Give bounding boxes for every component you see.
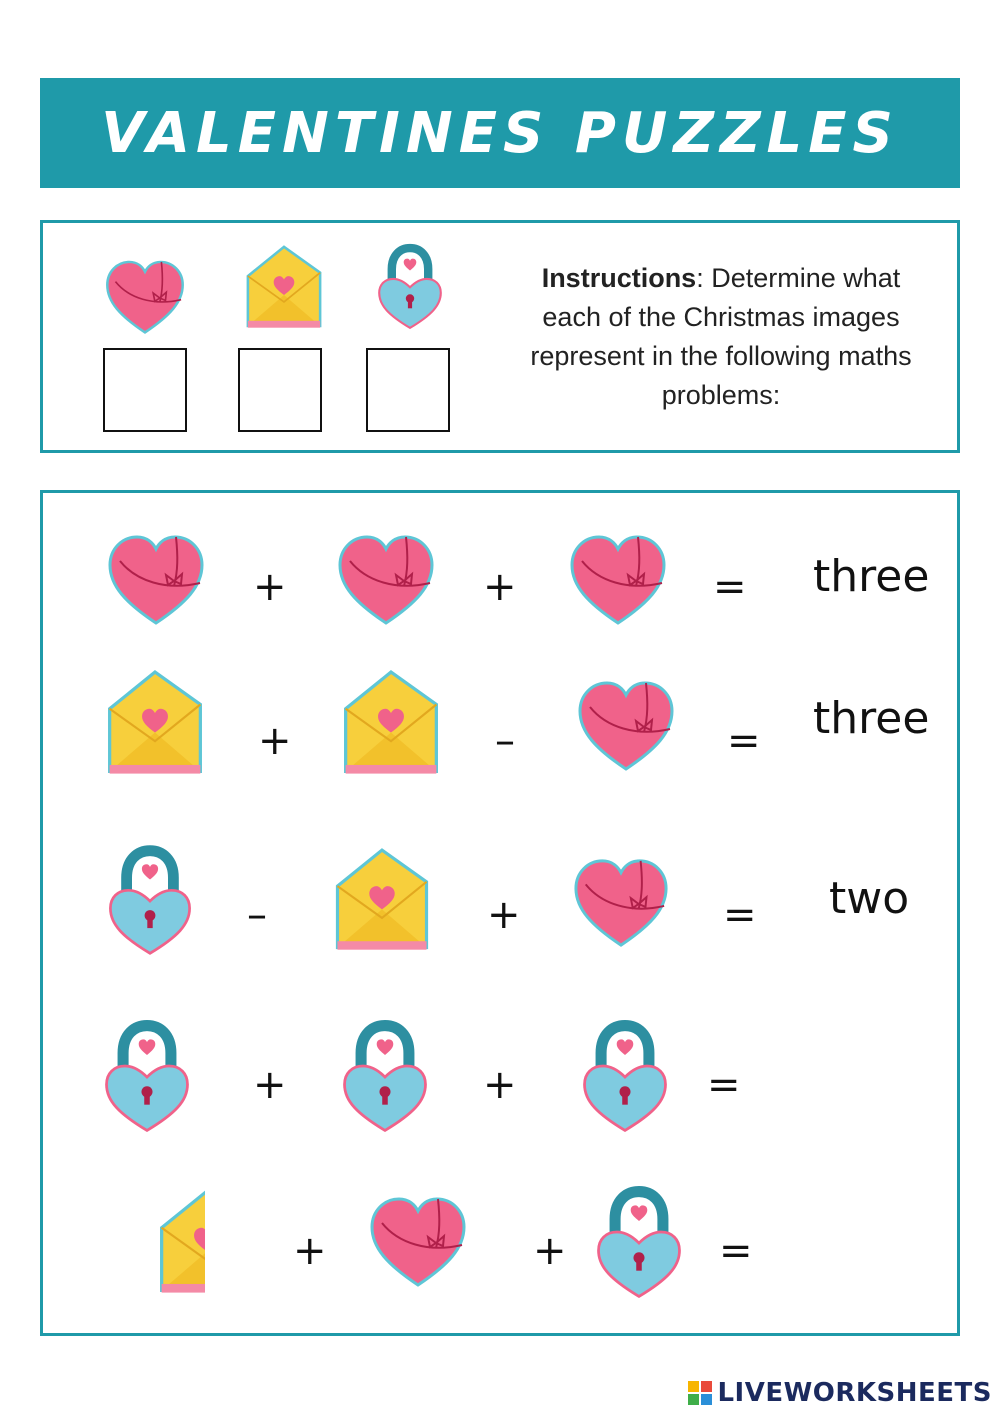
operator: + xyxy=(533,1228,567,1274)
heart-icon xyxy=(101,257,189,339)
operator: + xyxy=(253,564,287,610)
operator: + xyxy=(258,718,292,764)
title-banner xyxy=(40,78,960,188)
heart-icon xyxy=(365,1193,471,1293)
answer-box-padlock[interactable] xyxy=(366,348,450,432)
envelope-icon xyxy=(337,665,445,785)
padlock-icon xyxy=(375,241,445,335)
envelope-icon xyxy=(101,665,209,785)
puzzle-row xyxy=(43,525,957,645)
instructions xyxy=(521,259,921,415)
heart-icon xyxy=(565,531,671,631)
instructions-label: Instructions xyxy=(541,263,697,293)
answer-text: three xyxy=(813,693,930,744)
puzzle-row xyxy=(43,665,957,785)
key-panel xyxy=(40,220,960,453)
operator: + xyxy=(487,892,521,938)
equals-sign: = xyxy=(707,1062,741,1108)
heart-icon xyxy=(573,677,679,777)
padlock-icon xyxy=(101,1017,193,1139)
heart-icon xyxy=(103,531,209,631)
equals-sign: = xyxy=(727,718,761,764)
liveworksheets-logo-icon xyxy=(687,1380,713,1406)
padlock-icon xyxy=(105,841,195,963)
brand-text: LIVEWORKSHEETS xyxy=(717,1378,992,1408)
operator: + xyxy=(293,1228,327,1274)
operator: + xyxy=(253,1062,287,1108)
operator: – xyxy=(247,892,267,938)
instructions-text: : Determine what each of the Christmas images represent in the following maths problems: xyxy=(530,263,912,410)
envelope-icon xyxy=(153,1183,205,1305)
padlock-icon xyxy=(339,1017,431,1139)
page-title: VALENTINES PUZZLES xyxy=(101,100,899,166)
brand-watermark xyxy=(687,1378,992,1408)
puzzle-panel xyxy=(40,490,960,1336)
puzzle-row xyxy=(43,1183,957,1303)
puzzle-row xyxy=(43,841,957,961)
equals-sign: = xyxy=(723,892,757,938)
envelope-icon xyxy=(241,241,327,337)
answer-box-heart[interactable] xyxy=(103,348,187,432)
operator: + xyxy=(483,564,517,610)
padlock-icon xyxy=(579,1017,671,1139)
answer-text: three xyxy=(813,551,930,602)
equals-sign: = xyxy=(719,1228,753,1274)
answer-text: two xyxy=(829,873,910,924)
operator: + xyxy=(483,1062,517,1108)
answer-box-envelope[interactable] xyxy=(238,348,322,432)
heart-icon xyxy=(569,855,673,953)
heart-icon xyxy=(333,531,439,631)
puzzle-row xyxy=(43,1017,957,1137)
equals-sign: = xyxy=(713,564,747,610)
operator: – xyxy=(495,718,515,764)
padlock-icon xyxy=(593,1183,685,1305)
envelope-icon xyxy=(329,841,435,963)
